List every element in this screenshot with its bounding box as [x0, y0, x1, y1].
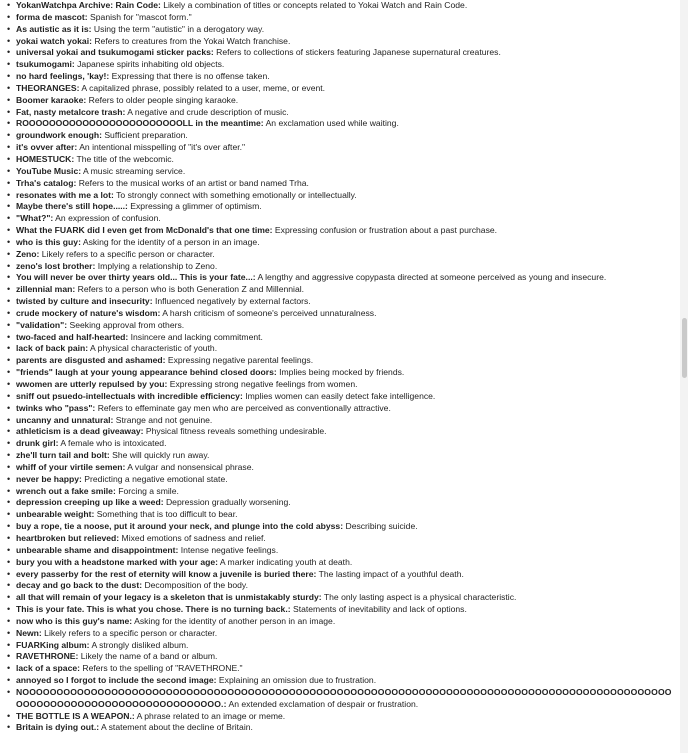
glossary-definition: Strange and not genuine.: [113, 414, 213, 425]
glossary-item: [7, 12, 676, 24]
vertical-scrollbar[interactable]: [680, 0, 688, 753]
glossary-definition: Asking for the identity of a person in an image.: [80, 236, 260, 247]
glossary-term: HOMESTUCK:: [16, 153, 75, 164]
glossary-term: yokai watch yokai:: [16, 35, 92, 46]
glossary-item: [7, 521, 676, 533]
glossary-definition: A phrase related to an image or meme.: [134, 710, 286, 721]
glossary-definition: Implies being mocked by friends.: [276, 367, 405, 378]
glossary-definition: A negative and crude description of music.: [125, 106, 289, 117]
glossary-term: heartbroken but relieved:: [16, 532, 120, 543]
glossary-term: depression creeping up like a weed:: [16, 497, 164, 508]
glossary-item: [7, 83, 676, 95]
glossary-term: wrench out a fake smile:: [16, 485, 116, 496]
glossary-term: You will never be over thirty years old... This is your fate...:: [16, 272, 256, 283]
glossary-item: [7, 0, 676, 12]
glossary-term: FUARKing album:: [16, 639, 90, 650]
glossary-term: ROOOOOOOOOOOOOOOOOOOOOOOOLL in the meantime:: [16, 118, 264, 129]
glossary-definition: A lengthy and aggressive copypasta directed at someone perceived as young and insecure.: [255, 272, 607, 283]
glossary-definition: Statements of inevitability and lack of options.: [290, 604, 467, 615]
glossary-term: it's ovver after:: [16, 142, 78, 153]
glossary-definition: A capitalized phrase, possibly related to a user, meme, or event.: [79, 82, 326, 93]
glossary-definition: Likely a combination of titles or concepts related to Yokai Watch and Rain Code.: [160, 0, 468, 10]
glossary-item: [7, 308, 676, 320]
glossary-item: [7, 213, 676, 225]
glossary-term: buy a rope, tie a noose, put it around your neck, and plunge into the cold abyss:: [16, 521, 344, 532]
glossary-term: zhe'll turn tail and bolt:: [16, 450, 110, 461]
glossary-term: universal yokai and tsukumogami sticker packs:: [16, 47, 214, 58]
glossary-definition: An extended exclamation of despair or frustration.: [226, 698, 419, 709]
glossary-term: unbearable shame and disappointment:: [16, 544, 179, 555]
glossary-item: [7, 71, 676, 83]
glossary-item: [7, 379, 676, 391]
glossary-definition: Using the term "autistic" in a derogatory way.: [91, 23, 265, 34]
glossary-term: all that will remain of your legacy is a skeleton that is unmistakably sturdy:: [16, 592, 322, 603]
glossary-item: [7, 557, 676, 569]
glossary-definition: Expressing negative parental feelings.: [165, 355, 314, 366]
glossary-definition: An exclamation used while waiting.: [263, 118, 399, 129]
glossary-term: twisted by culture and insecurity:: [16, 296, 153, 307]
glossary-item: [7, 403, 676, 415]
glossary-definition: Refers to effeminate gay men who are perceived as conventionally attractive.: [95, 402, 391, 413]
glossary-term: "validation":: [16, 319, 68, 330]
glossary-item: [7, 604, 676, 616]
glossary-term: resonates with me a lot:: [16, 189, 114, 200]
glossary-item: [7, 545, 676, 557]
glossary-item: [7, 711, 676, 723]
glossary-term: Fat, nasty metalcore trash:: [16, 106, 126, 117]
glossary-term: twinks who "pass":: [16, 402, 96, 413]
glossary-item: [7, 722, 676, 734]
glossary-term: As autistic as it is:: [16, 23, 92, 34]
glossary-definition: A marker indicating youth at death.: [218, 556, 353, 567]
glossary-definition: A strongly disliked album.: [89, 639, 189, 650]
glossary-definition: Influenced negatively by external factors.: [152, 296, 311, 307]
glossary-term: What the FUARK did I even get from McDonald's that one time:: [16, 225, 273, 236]
glossary-term: parents are disgusted and ashamed:: [16, 355, 166, 366]
glossary-definition: Likely refers to a specific person or character.: [41, 627, 218, 638]
glossary-item: [7, 640, 676, 652]
glossary-item: [7, 332, 676, 344]
glossary-definition: The title of the webcomic.: [74, 153, 174, 164]
glossary-item: [7, 592, 676, 604]
glossary-term: whiff of your virtile semen:: [16, 461, 126, 472]
glossary-definition: Predicting a negative emotional state.: [81, 473, 228, 484]
glossary-definition: Implying a relationship to Zeno.: [95, 260, 218, 271]
glossary-item: [7, 450, 676, 462]
glossary-item: [7, 201, 676, 213]
glossary-item: [7, 651, 676, 663]
glossary-definition: A music streaming service.: [81, 165, 186, 176]
glossary-definition: Describing suicide.: [343, 521, 418, 532]
glossary-item: [7, 355, 676, 367]
glossary-item: [7, 497, 676, 509]
glossary-term: THE BOTTLE IS A WEAPON.:: [16, 710, 135, 721]
glossary-item: [7, 367, 676, 379]
glossary-item: [7, 462, 676, 474]
glossary-definition: The only lasting aspect is a physical characteristic.: [321, 592, 517, 603]
glossary-definition: A harsh criticism of someone's perceived unnaturalness.: [160, 307, 377, 318]
glossary-term: unbearable weight:: [16, 509, 95, 520]
glossary-definition: Implies women can easily detect fake intelligence.: [242, 390, 436, 401]
glossary-item: [7, 59, 676, 71]
glossary-definition: The lasting impact of a youthful death.: [316, 568, 464, 579]
glossary-definition: Insincere and lacking commitment.: [128, 331, 263, 342]
glossary-definition: Mixed emotions of sadness and relief.: [119, 532, 266, 543]
glossary-term: Newn:: [16, 627, 42, 638]
glossary-definition: Japanese spirits inhabiting old objects.: [74, 59, 225, 70]
glossary-term: wwomen are utterly repulsed by you:: [16, 379, 168, 389]
glossary-definition: Something that is too difficult to bear.: [94, 509, 238, 520]
glossary-item: [7, 415, 676, 427]
glossary-term: drunk girl:: [16, 438, 59, 449]
glossary-item: [7, 509, 676, 521]
glossary-term: This is your fate. This is what you chose. There is no turning back.:: [16, 604, 291, 615]
glossary-item: [7, 107, 676, 119]
glossary-definition: Refers to the spelling of "RAVETHRONE.": [80, 663, 243, 674]
glossary-term: "friends" laugh at your young appearance behind closed doors:: [16, 367, 277, 378]
glossary-definition: Expressing confusion or frustration about a past purchase.: [272, 225, 498, 236]
glossary-item: [7, 296, 676, 308]
glossary-term: lack of back pain:: [16, 343, 89, 354]
glossary-term: bury you with a headstone marked with your age:: [16, 556, 218, 567]
glossary-item: [7, 178, 676, 190]
glossary-definition: Refers to a person who is both Generation Z and Millennial.: [75, 284, 305, 295]
glossary-item: [7, 166, 676, 178]
glossary-item: [7, 237, 676, 249]
glossary-term: decay and go back to the dust:: [16, 580, 143, 591]
glossary-item: [7, 249, 676, 261]
glossary-term: NOOOOOOOOOOOOOOOOOOOOOOOOOOOOOOOOOOOOOOOOOOOOOOOOOOOOOOOOOOOOOOOOOOOOOOOOOOOOOOOOOOOOOOOOOOOOOOOOOOOOOOOOOOOOOOOOOOOOOOOOOOOOO.:: [16, 686, 672, 709]
glossary-term: tsukumogami:: [16, 59, 75, 70]
glossary-term: zillennial man:: [16, 284, 76, 295]
glossary-item: [7, 391, 676, 403]
glossary-definition: To strongly connect with something emotionally or intellectually.: [113, 189, 357, 200]
glossary-definition: Expressing that there is no offense taken.: [109, 71, 270, 82]
glossary-term: uncanny and unnatural:: [16, 414, 114, 425]
glossary-term: annoyed so I forgot to include the second image:: [16, 675, 217, 686]
glossary-term: lack of a space:: [16, 663, 81, 674]
glossary-term: every passerby for the rest of eternity will know a juvenile is buried there:: [16, 568, 317, 579]
glossary-definition: A statement about the decline of Britain.: [99, 722, 253, 733]
glossary-item: [7, 118, 676, 130]
glossary-item: [7, 438, 676, 450]
glossary-item: [7, 628, 676, 640]
glossary-definition: Likely the name of a band or album.: [78, 651, 218, 662]
glossary-definition: Depression gradually worsening.: [163, 497, 291, 508]
glossary-item: [7, 284, 676, 296]
glossary-term: two-faced and half-hearted:: [16, 331, 129, 342]
glossary-item: [7, 616, 676, 628]
glossary-definition: Explaining an omission due to frustration.: [216, 675, 377, 686]
glossary-term: crude mockery of nature's wisdom:: [16, 307, 161, 318]
glossary-definition: An expression of confusion.: [53, 213, 161, 224]
glossary-term: who is this guy:: [16, 236, 81, 247]
glossary-definition: Expressing a glimmer of optimism.: [127, 201, 262, 212]
glossary-term: YouTube Music:: [16, 165, 82, 176]
glossary-definition: A female who is intoxicated.: [58, 438, 167, 449]
glossary-item: [7, 580, 676, 592]
glossary-definition: Refers to the musical works of an artist or band named Trha.: [76, 177, 309, 188]
glossary-term: forma de mascot:: [16, 11, 88, 22]
glossary-item: [7, 663, 676, 675]
glossary-term: Maybe there's still hope.....:: [16, 201, 128, 212]
glossary-item: [7, 474, 676, 486]
glossary-term: Boomer karaoke:: [16, 94, 87, 105]
glossary-term: THEORANGES:: [16, 82, 80, 93]
glossary-definition: A vulgar and nonsensical phrase.: [125, 461, 254, 472]
glossary-definition: An intentional misspelling of "it's over after.": [77, 142, 246, 153]
glossary-item: [7, 272, 676, 284]
glossary-item: [7, 533, 676, 545]
glossary-item: [7, 142, 676, 154]
scrollbar-thumb[interactable]: [682, 318, 687, 378]
glossary-term: "What?":: [16, 213, 54, 224]
glossary-definition: A physical characteristic of youth.: [88, 343, 218, 354]
glossary-definition: Refers to creatures from the Yokai Watch franchise.: [91, 35, 291, 46]
glossary-term: Trha's catalog:: [16, 177, 77, 188]
glossary-definition: Asking for the identity of another person in an image.: [132, 615, 336, 626]
glossary-term: Zeno:: [16, 248, 40, 259]
glossary-item: [7, 95, 676, 107]
glossary-item: [7, 36, 676, 48]
glossary-term: YokanWatchpa Archive: Rain Code:: [16, 0, 161, 10]
glossary-item: [7, 225, 676, 237]
glossary-item: [7, 320, 676, 332]
glossary-definition: Refers to older people singing karaoke.: [86, 94, 239, 105]
glossary-definition: She will quickly run away.: [109, 450, 210, 461]
glossary-item: [7, 343, 676, 355]
glossary-term: athleticism is a dead giveaway:: [16, 426, 144, 437]
glossary-definition: Seeking approval from others.: [67, 319, 185, 330]
glossary-term: sniff out psuedo-intellectuals with incredible efficiency:: [16, 390, 243, 401]
glossary-item: [7, 569, 676, 581]
glossary-definition: Expressing strong negative feelings from women.: [167, 379, 358, 389]
glossary-item: [7, 47, 676, 59]
glossary-item: [7, 675, 676, 687]
glossary-definition: Physical fitness reveals something undesirable.: [143, 426, 327, 437]
glossary-item: [7, 190, 676, 202]
glossary-item: [7, 261, 676, 273]
glossary-term: zeno's lost brother:: [16, 260, 96, 271]
glossary-definition: Intense negative feelings.: [178, 544, 279, 555]
glossary-term: RAVETHRONE:: [16, 651, 79, 662]
glossary-item: [7, 426, 676, 438]
glossary-item: [7, 24, 676, 36]
glossary-term: never be happy:: [16, 473, 82, 484]
glossary-item: [7, 486, 676, 498]
glossary-term: Britain is dying out.:: [16, 722, 100, 733]
glossary-definition: Decomposition of the body.: [142, 580, 248, 591]
glossary-term: now who is this guy's name:: [16, 615, 133, 626]
glossary-definition: Refers to collections of stickers featuring Japanese supernatural creatures.: [213, 47, 501, 58]
glossary-definition: Likely refers to a specific person or character.: [39, 248, 215, 259]
glossary-item: [7, 154, 676, 166]
glossary-definition: Forcing a smile.: [115, 485, 179, 496]
glossary-item: [7, 687, 676, 711]
glossary-definition: Sufficient preparation.: [101, 130, 188, 141]
glossary-term: groundwork enough:: [16, 130, 102, 141]
glossary-term: no hard feelings, 'kay!:: [16, 71, 110, 82]
glossary-item: [7, 130, 676, 142]
glossary-definition: Spanish for "mascot form.": [87, 11, 192, 22]
